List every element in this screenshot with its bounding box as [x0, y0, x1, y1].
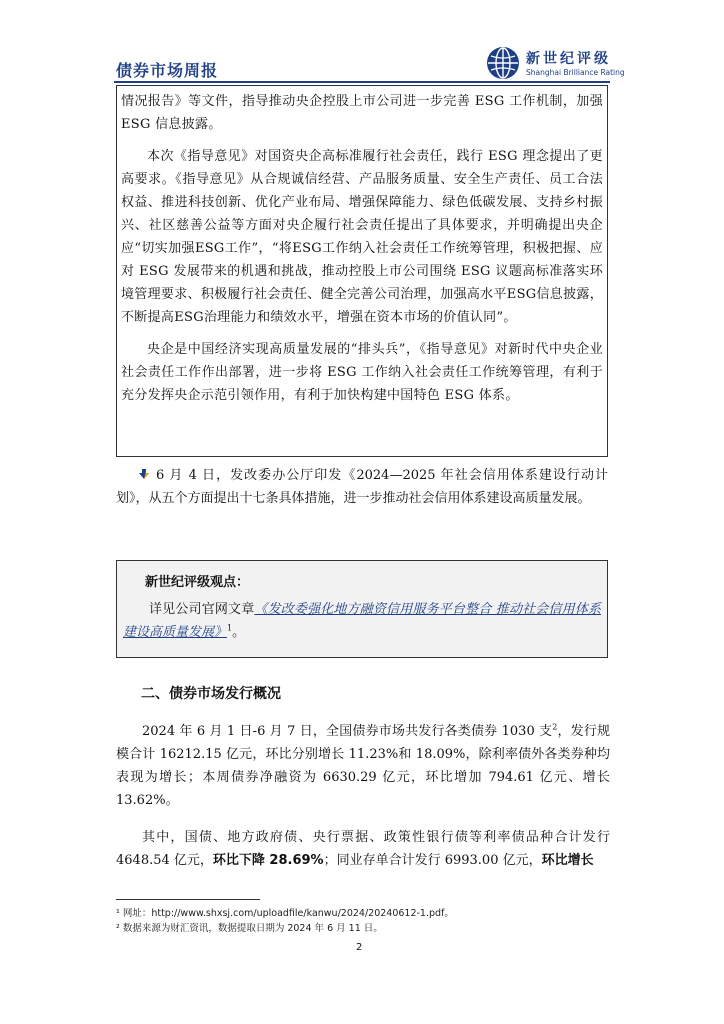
page-number: 2 [356, 942, 363, 953]
footnote-ref: 1 [227, 623, 233, 633]
opinion-title: 新世纪评级观点： [145, 575, 250, 590]
section-title: 二、债券市场发行概况 [141, 686, 281, 702]
news-text: 6 月 4 日，发改委办公厅印发《2024—2025 年社会信用体系建设行动计划》，从五个方面提出十七条具体措施，进一步推动社会信用体系建设高质量发展。 [116, 468, 608, 506]
opinion-box: 新世纪评级观点： 详见公司官网文章《发改委强化地方融资信用服务平台整合 推动社会信用体系建设高质量发展》$^1$。 [116, 560, 608, 658]
body-paragraph: 2024 年 6 月 1 日-6 月 7 日，全国债券市场共发行各类债券 1030 支$^2$，发行规模合计 16212.15 亿元，环比分别增长 11.23%和 18.09%，除利率债外各类券种均表现为增长；本周债券净融资为 6630.29 亿元，环比增加 794.61 亿元、增长 13.62%。 [116, 722, 610, 808]
globe-logo-icon [486, 46, 520, 80]
footnote-1: ¹ 网址：http://www.shxsj.com/uploadfile/kanwu/2024/20240612-1.pdf。 [116, 908, 454, 919]
footnotes [116, 906, 610, 936]
body-paragraph: 其中，国债、地方政府债、央行票据、政策性银行债等利率债品种合计发行 4648.54 亿元，环比下降 28.69%；同业存单合计发行 6993.00 亿元，环比增长 [116, 830, 610, 868]
brand-logo [486, 44, 625, 84]
report-title: 债券市场周报 [116, 61, 219, 80]
news-item [116, 464, 608, 510]
footnote-2: ² 数据来源为财汇资讯，数据提取日期为 2024 年 6 月 11 日。 [116, 923, 383, 934]
opinion-prefix: 详见公司官网文章 [149, 602, 255, 617]
footnote-ref: 2 [552, 722, 558, 732]
bold-highlight: 环比下降 28.69% [212, 853, 324, 868]
logo-english-name: Shanghai Brilliance Rating [526, 68, 625, 77]
footnote-divider [116, 899, 260, 900]
bold-highlight: 环比增长 [541, 853, 594, 868]
box-paragraph: 情况报告》等文件，指导推动央企控股上市公司进一步完善 ESG 工作机制，加强 ESG 信息披露。 [121, 94, 603, 132]
header-divider [114, 81, 610, 83]
arrow-bullet-icon [138, 468, 150, 480]
box-paragraph: 央企是中国经济实现高质量发展的“排头兵”，《指导意见》对新时代中央企业社会责任工作作出部署，进一步将 ESG 工作纳入社会责任工作统筹管理，有利于充分发挥央企示范引领作用，有利于加快构建中国特色 ESG 体系。 [121, 342, 603, 403]
esg-text-box [116, 85, 608, 457]
article-link[interactable]: 《发改委强化地方融资信用服务平台整合 推动社会信用体系建设高质量发展》 [123, 602, 601, 640]
box-paragraph: 本次《指导意见》对国资央企高标准履行社会责任，践行 ESG 理念提出了更高要求。《指导意见》从合规诚信经营、产品服务质量、安全生产责任、员工合法权益、推进科技创新、优化产业布局、增强保障能力、绿色低碳发展、支持乡村振兴、社区慈善公益等方面对央企履行社会责任提出了具体要求，并明确提出央企应“切实加强ESG工作”，“将ESG工作纳入社会责任工作统筹管理，积极把握、应对 ESG 发展带来的机遇和挑战，推动控股上市公司围绕 ESG 议题高标准落实环境管理要求、积极履行社会责任、健全完善公司治理，加强高水平ESG信息披露，不断提高ESG治理能力和绩效水平，增强在资本市场的价值认同”。 [121, 149, 603, 325]
logo-chinese-name: 新世纪评级 [526, 51, 611, 67]
